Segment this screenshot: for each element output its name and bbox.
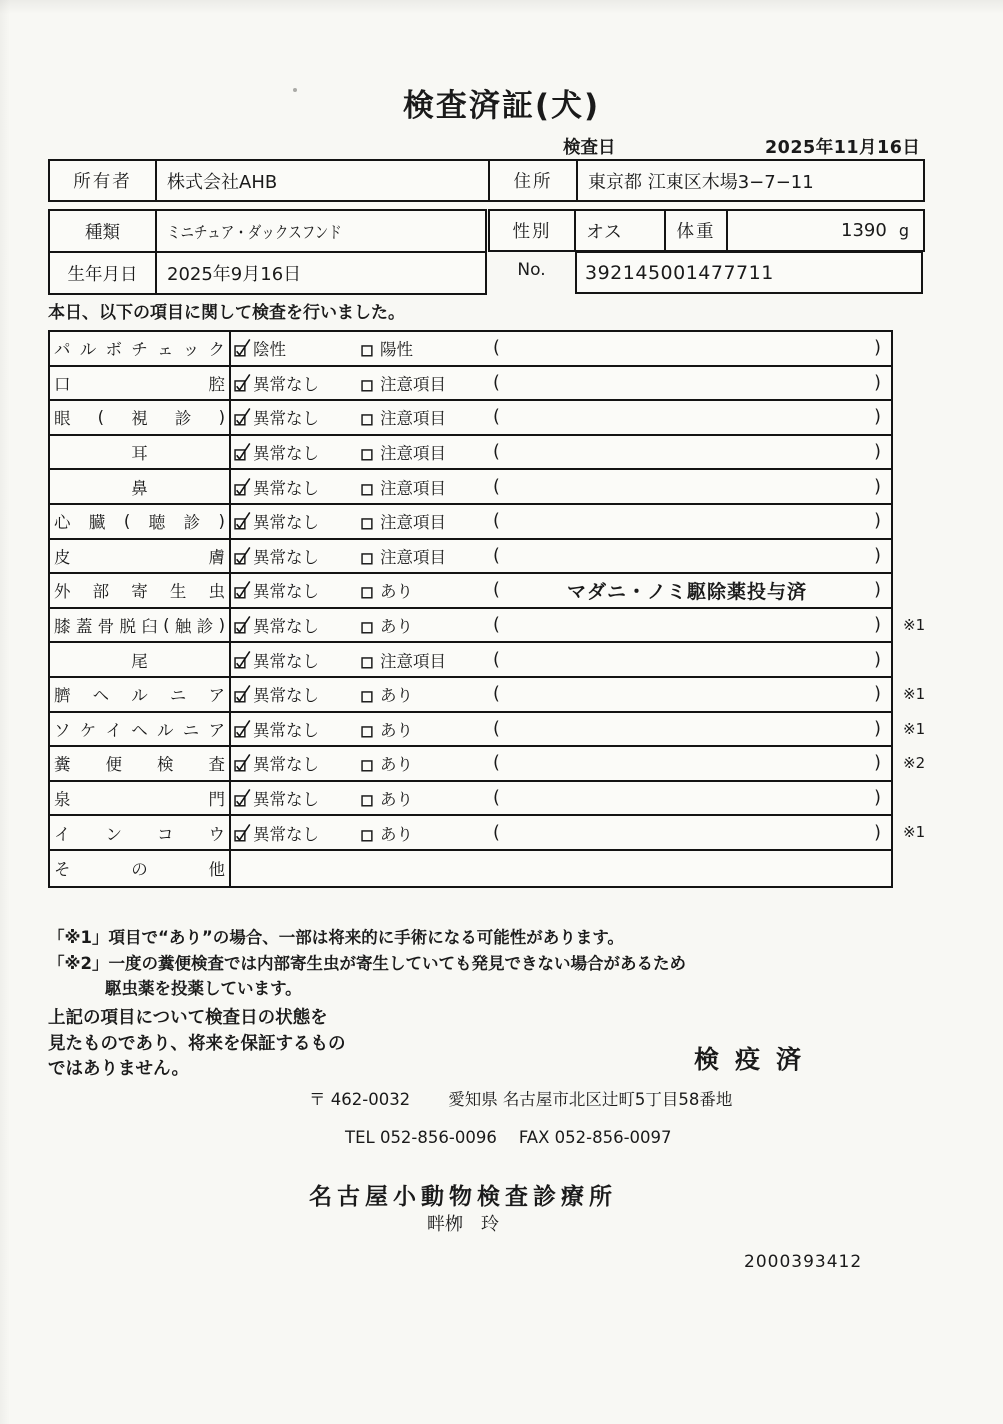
result-option-secondary-label: あり	[380, 790, 413, 810]
result-option-primary-label: 異常なし	[253, 444, 319, 464]
result-option-secondary	[360, 371, 493, 395]
checklist-item-label: 臍 ヘ ル ニ ア	[50, 678, 231, 711]
sex-value: オス	[574, 211, 664, 250]
remarks-field	[493, 442, 891, 462]
open-paren: (	[493, 788, 500, 809]
checklist-row	[50, 332, 891, 367]
checkbox-unchecked-icon	[360, 338, 378, 358]
checklist-item-label: 皮 膚	[50, 540, 231, 573]
disclaimer-line-1: 上記の項目について検査日の状態を	[48, 1008, 328, 1028]
open-paren: (	[493, 684, 500, 705]
checkbox-unchecked-icon	[360, 684, 378, 704]
result-option-secondary	[360, 336, 493, 360]
result-option-secondary	[360, 821, 493, 845]
clinic-fax: FAX 052-856-0097	[518, 1128, 672, 1147]
checklist-item-label: 耳	[50, 436, 231, 469]
checklist-row-body	[231, 436, 891, 469]
checklist-item-label: 外 部 寄 生 虫	[50, 574, 231, 607]
close-paren: )	[874, 684, 881, 705]
result-option-secondary	[360, 613, 493, 637]
checkbox-unchecked-icon	[360, 373, 378, 393]
result-option-primary-label: 異常なし	[253, 374, 319, 394]
remarks-field	[493, 753, 891, 773]
breed-text: ミニチュア・ダックスフンド	[167, 223, 342, 242]
checklist-row	[50, 574, 891, 609]
breed-value	[157, 211, 485, 251]
checklist-row	[50, 609, 926, 644]
result-option-secondary-label: 注意項目	[380, 651, 446, 671]
footnote-1: 「※1」項目で“あり”の場合、一部は将来的に手術になる可能性があります。	[48, 928, 624, 947]
remarks-field	[493, 615, 891, 635]
owner-address: 東京都 江東区木場3−7−11	[576, 161, 923, 200]
checklist-row-body	[231, 470, 891, 503]
result-option-primary-label: 異常なし	[253, 478, 319, 498]
result-option-primary-label: 異常なし	[253, 686, 319, 706]
result-option-primary	[233, 509, 360, 533]
birthdate-label: 生年月日	[50, 253, 157, 293]
result-option-secondary	[360, 544, 493, 568]
result-option-secondary	[360, 475, 493, 499]
owner-table	[48, 159, 925, 202]
checklist-item-label: 心 臓 ( 聴 診 )	[50, 505, 231, 538]
result-option-secondary-label: あり	[380, 824, 413, 844]
examination-statement: 本日、以下の項目に関して検査を行いました。	[48, 303, 405, 323]
birthdate-value: 2025年9月16日	[167, 264, 302, 285]
checklist-item-label: 口 腔	[50, 367, 231, 400]
remarks-field	[493, 719, 891, 739]
checkbox-checked-icon	[233, 373, 251, 393]
checkbox-unchecked-icon	[360, 407, 378, 427]
result-option-secondary-label: あり	[380, 617, 413, 637]
checklist-item-label: 膝 蓋 骨 脱 臼 ( 触 診 )	[50, 609, 231, 642]
checklist-row	[50, 816, 926, 851]
open-paren: (	[493, 511, 500, 532]
veterinarian-name: 畔栁 玲	[427, 1214, 499, 1235]
result-option-primary	[233, 371, 360, 395]
checkbox-checked-icon	[233, 477, 251, 497]
clinic-postal-code: 〒 462-0032	[309, 1090, 411, 1109]
remarks-field	[493, 546, 891, 566]
open-paren: (	[493, 822, 500, 843]
clinic-address: 愛知県 名古屋市北区辻町5丁目58番地	[448, 1090, 733, 1109]
checklist-row	[50, 436, 891, 471]
remarks-field	[493, 823, 891, 843]
checklist-row-body	[231, 782, 891, 815]
inspection-date-value: 2025年11月16日	[765, 138, 921, 158]
result-option-secondary	[360, 509, 493, 533]
checklist-item-label: 泉 門	[50, 782, 231, 815]
checkbox-unchecked-icon	[360, 442, 378, 462]
checkbox-unchecked-icon	[360, 650, 378, 670]
checklist-row-body	[231, 816, 891, 849]
remarks-field	[493, 477, 891, 497]
checklist-item-label: パ ル ボ チ ェ ッ ク	[50, 332, 231, 365]
checkbox-unchecked-icon	[360, 753, 378, 773]
result-option-secondary-label: 注意項目	[380, 547, 446, 567]
open-paren: (	[493, 580, 500, 601]
result-option-secondary-label: 注意項目	[380, 513, 446, 533]
checkbox-checked-icon	[233, 684, 251, 704]
checklist-row	[50, 505, 891, 540]
result-option-primary-label: 異常なし	[253, 651, 319, 671]
registration-no-label: No.	[517, 260, 546, 280]
weight-value: 1390	[841, 220, 887, 241]
result-option-secondary	[360, 440, 493, 464]
close-paren: )	[874, 718, 881, 739]
checkbox-checked-icon	[233, 615, 251, 635]
result-option-primary-label: 異常なし	[253, 582, 319, 602]
result-option-secondary	[360, 786, 493, 810]
result-option-secondary	[360, 648, 493, 672]
result-option-primary	[233, 682, 360, 706]
checkbox-checked-icon	[233, 407, 251, 427]
checklist-item-label: ソ ケ イ ヘ ル ニ ア	[50, 713, 231, 746]
checklist-item-label: 糞 便 検 査	[50, 747, 231, 780]
checklist-row-body	[231, 401, 891, 434]
disclaimer-line-2: 見たものであり、将来を保証するもの	[48, 1033, 346, 1054]
close-paren: )	[874, 545, 881, 566]
result-option-primary-label: 異常なし	[253, 720, 319, 740]
checkbox-checked-icon	[233, 442, 251, 462]
remarks-field	[493, 511, 891, 531]
footnotes-block	[48, 925, 686, 1002]
checkbox-checked-icon	[233, 788, 251, 808]
remarks-field	[493, 577, 891, 604]
birthdate-row	[50, 253, 485, 293]
footnote-mark: ※1	[903, 719, 926, 738]
checklist-row-body	[231, 367, 891, 400]
open-paren: (	[493, 615, 500, 636]
checkbox-checked-icon	[233, 511, 251, 531]
checklist-row	[50, 401, 891, 436]
certificate-serial-number: 2000393412	[744, 1252, 863, 1272]
open-paren: (	[493, 545, 500, 566]
checklist-row-body	[231, 332, 891, 365]
checklist-item-label: 鼻	[50, 470, 231, 503]
remarks-text: マダニ・ノミ駆除薬投与済	[566, 580, 807, 603]
result-option-secondary	[360, 578, 493, 602]
clinic-tel: TEL 052-856-0096	[345, 1128, 497, 1147]
inspection-date-label: 検査日	[563, 138, 616, 158]
result-option-secondary-label: 注意項目	[380, 409, 446, 429]
weight-value-cell	[726, 211, 923, 250]
checkbox-checked-icon	[233, 650, 251, 670]
result-option-secondary	[360, 751, 493, 775]
checkbox-unchecked-icon	[360, 511, 378, 531]
close-paren: )	[874, 615, 881, 636]
result-option-primary	[233, 440, 360, 464]
checkbox-checked-icon	[233, 753, 251, 773]
page-title: 検査済証(犬)	[402, 88, 601, 124]
checkbox-checked-icon	[233, 823, 251, 843]
remarks-field	[493, 407, 891, 427]
result-option-secondary	[360, 682, 493, 706]
footnote-mark: ※1	[903, 615, 926, 634]
checklist-row-body	[231, 643, 891, 676]
footnote-2-continued: 駆虫薬を投薬しています。	[105, 979, 302, 998]
checklist-row	[50, 747, 926, 782]
breed-label: 種類	[50, 211, 157, 251]
result-option-secondary-label: 陽性	[380, 340, 413, 360]
checklist-item-label: そ の 他	[50, 851, 231, 886]
close-paren: )	[874, 476, 881, 497]
checklist-row	[50, 367, 891, 402]
checkbox-checked-icon	[233, 546, 251, 566]
clinic-name: 名古屋小動物検査診療所	[309, 1184, 617, 1210]
close-paren: )	[874, 788, 881, 809]
checkbox-checked-icon	[233, 719, 251, 739]
weight-unit: g	[898, 221, 909, 240]
result-option-primary	[233, 751, 360, 775]
result-option-secondary-label: 注意項目	[380, 444, 446, 464]
close-paren: )	[874, 338, 881, 359]
checkbox-checked-icon	[233, 580, 251, 600]
quarantine-passed-stamp: 検疫済	[694, 1045, 818, 1074]
result-option-primary-label: 異常なし	[253, 790, 319, 810]
close-paren: )	[874, 442, 881, 463]
close-paren: )	[874, 649, 881, 670]
weight-label: 体重	[664, 211, 726, 250]
disclaimer-block	[48, 1006, 346, 1083]
close-paren: )	[874, 511, 881, 532]
result-option-secondary-label: あり	[380, 720, 413, 740]
result-option-primary-label: 異常なし	[253, 755, 319, 775]
checklist-row-body	[231, 678, 891, 711]
result-option-secondary-label: あり	[380, 582, 413, 602]
checklist-row-body	[231, 713, 891, 746]
result-option-primary	[233, 717, 360, 741]
checklist-row	[50, 643, 891, 678]
result-option-primary	[233, 821, 360, 845]
result-option-secondary	[360, 405, 493, 429]
open-paren: (	[493, 718, 500, 739]
clinic-address-line	[309, 1086, 732, 1110]
remarks-field	[493, 650, 891, 670]
remarks-field	[493, 684, 891, 704]
owner-address-label: 住所	[488, 161, 576, 200]
close-paren: )	[874, 753, 881, 774]
close-paren: )	[874, 580, 881, 601]
footnote-mark: ※1	[903, 684, 926, 703]
checklist-row	[50, 851, 891, 886]
close-paren: )	[874, 372, 881, 393]
result-option-primary	[233, 544, 360, 568]
checklist-row	[50, 540, 891, 575]
result-option-secondary-label: 注意項目	[380, 374, 446, 394]
result-option-secondary	[360, 717, 493, 741]
checklist-row	[50, 713, 926, 748]
result-option-primary-label: 異常なし	[253, 617, 319, 637]
open-paren: (	[493, 338, 500, 359]
result-option-primary-label: 異常なし	[253, 513, 319, 533]
checklist-row-body	[231, 574, 891, 607]
open-paren: (	[493, 476, 500, 497]
checkbox-checked-icon	[233, 338, 251, 358]
remarks-field	[493, 373, 891, 393]
examination-checklist-table	[48, 330, 926, 888]
checkbox-unchecked-icon	[360, 788, 378, 808]
checklist-row-body	[231, 747, 891, 780]
breed-row	[50, 211, 485, 253]
checklist-row-body	[231, 505, 891, 538]
checklist-row	[50, 678, 926, 713]
checkbox-unchecked-icon	[360, 719, 378, 739]
result-option-primary	[233, 405, 360, 429]
footnote-2: 「※2」一度の糞便検査では内部寄生虫が寄生していても発見できない場合があるため	[48, 953, 687, 973]
sex-label: 性別	[512, 222, 552, 242]
result-option-primary	[233, 648, 360, 672]
checkbox-unchecked-icon	[360, 477, 378, 497]
checkbox-unchecked-icon	[360, 546, 378, 566]
checkbox-unchecked-icon	[360, 823, 378, 843]
checklist-row	[50, 782, 891, 817]
remarks-field	[493, 338, 891, 358]
sex-weight-table	[488, 209, 925, 252]
result-option-primary	[233, 336, 360, 360]
result-option-primary-label: 陰性	[253, 340, 286, 360]
result-option-primary-label: 異常なし	[253, 547, 319, 567]
open-paren: (	[493, 753, 500, 774]
owner-name: 株式会社AHB	[155, 161, 488, 200]
remarks-field	[493, 788, 891, 808]
result-option-primary-label: 異常なし	[253, 409, 319, 429]
result-option-secondary-label: あり	[380, 686, 413, 706]
checklist-item-label: 尾	[50, 643, 231, 676]
checkbox-unchecked-icon	[360, 615, 378, 635]
open-paren: (	[493, 372, 500, 393]
result-option-secondary-label: あり	[380, 755, 413, 775]
checklist-row-body	[231, 851, 891, 886]
open-paren: (	[493, 649, 500, 670]
result-option-primary	[233, 475, 360, 499]
checklist-row	[50, 470, 891, 505]
result-option-secondary-label: 注意項目	[380, 478, 446, 498]
checklist-item-label: イ ン コ ウ	[50, 816, 231, 849]
checklist-row-body	[231, 540, 891, 573]
checklist-row-body	[231, 609, 891, 642]
footnote-mark: ※2	[903, 754, 926, 773]
open-paren: (	[493, 407, 500, 428]
result-option-primary	[233, 613, 360, 637]
checklist-item-label: 眼 ( 視 診 )	[50, 401, 231, 434]
open-paren: (	[493, 442, 500, 463]
footnote-mark: ※1	[903, 823, 926, 842]
close-paren: )	[874, 407, 881, 428]
result-option-primary	[233, 786, 360, 810]
result-option-primary	[233, 578, 360, 602]
clinic-phone-line	[345, 1128, 672, 1147]
close-paren: )	[874, 822, 881, 843]
pet-info-table	[48, 209, 487, 295]
disclaimer-line-3: ではありません。	[48, 1059, 190, 1079]
result-option-primary-label: 異常なし	[253, 824, 319, 844]
checkbox-unchecked-icon	[360, 580, 378, 600]
owner-label: 所有者	[73, 172, 132, 192]
registration-no-value: 392145001477711	[575, 251, 923, 294]
